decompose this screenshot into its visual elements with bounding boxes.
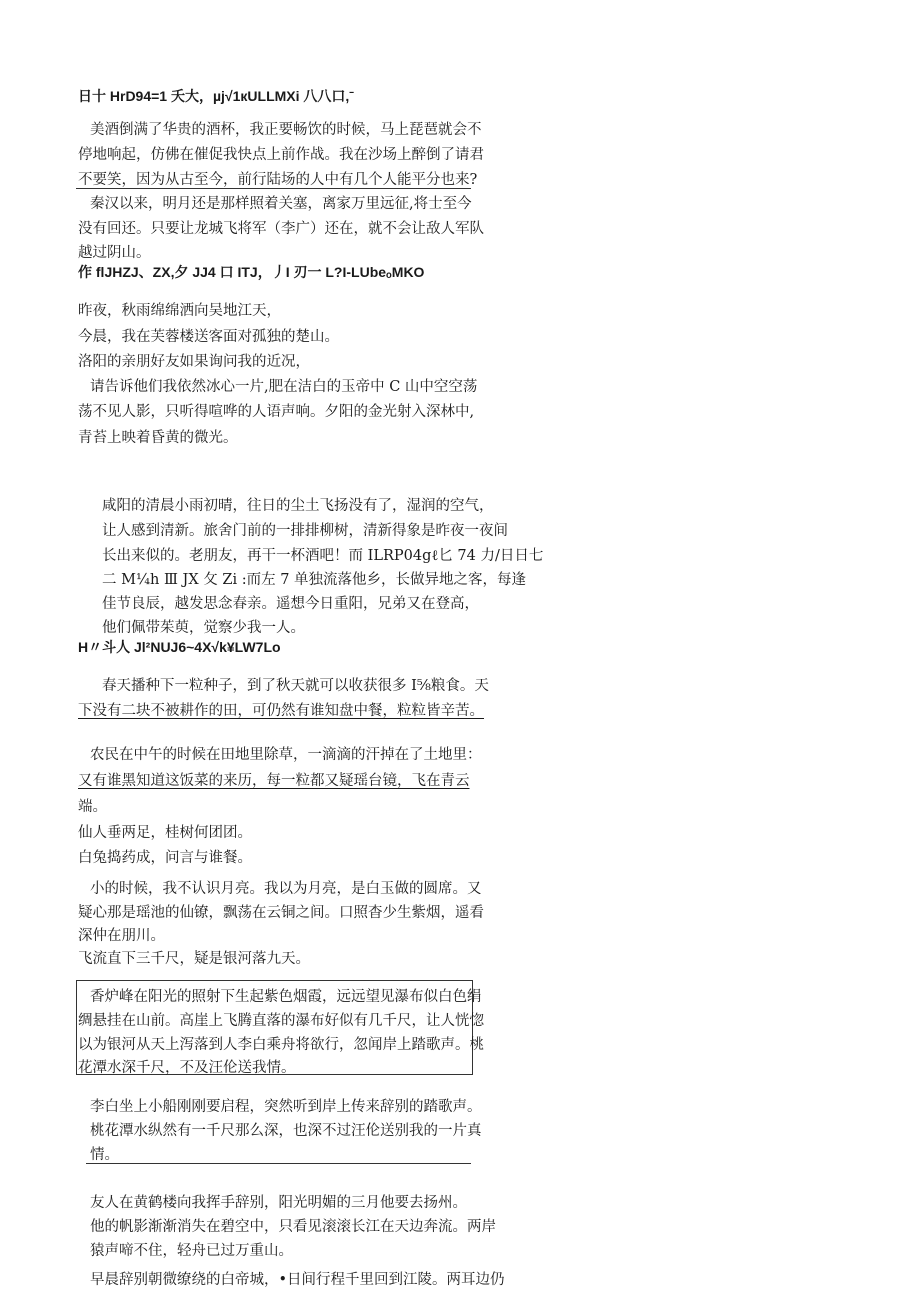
text-line: 春天播种下一粒种子，到了秋天就可以收获很多 I⅝粮食。天 [102, 678, 489, 694]
text-line: 仙人垂两足，桂树何团团。 [78, 825, 252, 841]
text-line: 深仲在朋川。 [78, 928, 165, 944]
text-line: 佳节良辰，越发思念春亲。遥想今日重阳，兄弟又在登高， [102, 596, 479, 612]
text-line: 请告诉他们我依然冰心一片,肥在洁白的玉帝中 C 山中空空荡 [90, 379, 478, 395]
underline-rule [76, 188, 471, 189]
text-line: 下没有二块不被耕作的田，可仍然有谁知盘中餐，粒粒皆辛苦。 [78, 703, 484, 719]
text-line: 疑心那是瑶池的仙镣，飘荡在云铜之间。口照杳少生紫烟，遥看 [78, 905, 484, 921]
heading-2: 作 flJHZJ、ZX,夕 JJ4 口 ITJ，丿I 刃一 L?I-LUbeₒMKO [78, 264, 425, 280]
text-line: 美酒倒满了华贵的酒杯，我正要畅饮的时候，马上琵琶就会不 [90, 122, 482, 138]
text-line: 友人在黄鹤楼向我挥手辞别，阳光明媚的三月他要去扬州。 [90, 1195, 467, 1211]
text-line: 洛阳的亲朋好友如果询问我的近况， [78, 354, 310, 370]
text-line: 小的时候，我不认识月亮。我以为月亮，是白玉做的圆席。又 [90, 881, 482, 897]
text-line: 农民在中午的时候在田地里除草，一滴滴的汗掉在了土地里： [90, 747, 482, 763]
text-line: 情。 [90, 1147, 119, 1163]
text-line: 绸悬挂在山前。高崖上飞腾直落的瀑布好似有几千尺，让人恍惚 [78, 1013, 484, 1029]
text-line: 香炉峰在阳光的照射下生起紫色烟霞，远远望见瀑布似白色绢 [90, 989, 482, 1005]
text-line: 他的帆影渐渐消失在碧空中，只看见滚滚长江在天边奔流。两岸 [90, 1219, 496, 1235]
text-line: 又有谁黑知道这饭菜的来历，每一粒都又疑瑶台镜，飞在青云 [78, 773, 470, 789]
underline-rule [86, 1163, 471, 1164]
text-line: 停地响起，仿佛在催促我快点上前作战。我在沙场上醉倒了请君 [78, 147, 484, 163]
text-line: 以为银河从天上泻落到人李白乘舟将欲行，忽闻岸上踏歌声。桃 [78, 1037, 484, 1053]
text-line: 青苔上映着昏黄的微光。 [78, 430, 238, 446]
text-line: 早晨辞别朝微缭绕的白帝城，•日间行程千里回到江陵。两耳边仍 [90, 1272, 505, 1288]
text-line: 花潭水深千尺，不及汪伦送我情。 [78, 1060, 296, 1076]
text-line: 不要笑，因为从古至今，前行陆场的人中有几个人能平分也来? [78, 172, 478, 188]
text-line: 咸阳的清晨小雨初晴，往日的尘土飞扬没有了，湿润的空气， [102, 498, 494, 514]
text-line: 今晨，我在芙蓉楼送客面对孤独的楚山。 [78, 329, 339, 345]
text-line: 他们佩带茱萸，觉察少我一人。 [102, 620, 305, 636]
text-line: 没有回还。只要让龙城飞将军（李广）还在，就不会让敌人军队 [78, 221, 484, 237]
text-line: 秦汉以来，明月还是那样照着关塞，离家万里远征,将士至今 [90, 196, 472, 212]
text-line: 让人感到清新。旅舍门前的一排排柳树，清新得象是昨夜一夜间 [102, 523, 508, 539]
text-line: 昨夜，秋雨绵绵洒向吴地江天， [78, 303, 281, 319]
text-line: 二 M¼h Ⅲ JX 攵 Zi :而左 7 单独流落他乡，长做异地之客，每逢 [102, 572, 527, 588]
text-line: 白兔捣药成，问言与谁餐。 [78, 850, 252, 866]
text-line: 长出来似的。老朋友，再干一杯酒吧！而 ILRP04gℓ匕 74 力/日日七 [102, 548, 544, 564]
heading-3: H〃斗人 Jl²NUJ6~4X√k¥LW7Lo [78, 639, 281, 655]
text-line: 桃花潭水纵然有一千尺那么深，也深不过汪伦送别我的一片真 [90, 1123, 482, 1139]
text-line: 猿声啼不住，轻舟已过万重山。 [90, 1243, 293, 1259]
text-line: 端。 [78, 799, 107, 815]
text-line: 越过阴山。 [78, 245, 151, 261]
heading-1: 日十 HrD94=1 夭大，µj√1кULLMXi 八八口,ˉ [78, 88, 354, 104]
text-line: 飞流直下三千尺，疑是银河落九天。 [78, 951, 310, 967]
text-line: 荡不见人影，只听得喧哗的人语声响。夕阳的金光射入深林中, [78, 404, 475, 420]
text-line: 李白坐上小船刚刚要启程，突然听到岸上传来辞别的踏歌声。 [90, 1099, 482, 1115]
